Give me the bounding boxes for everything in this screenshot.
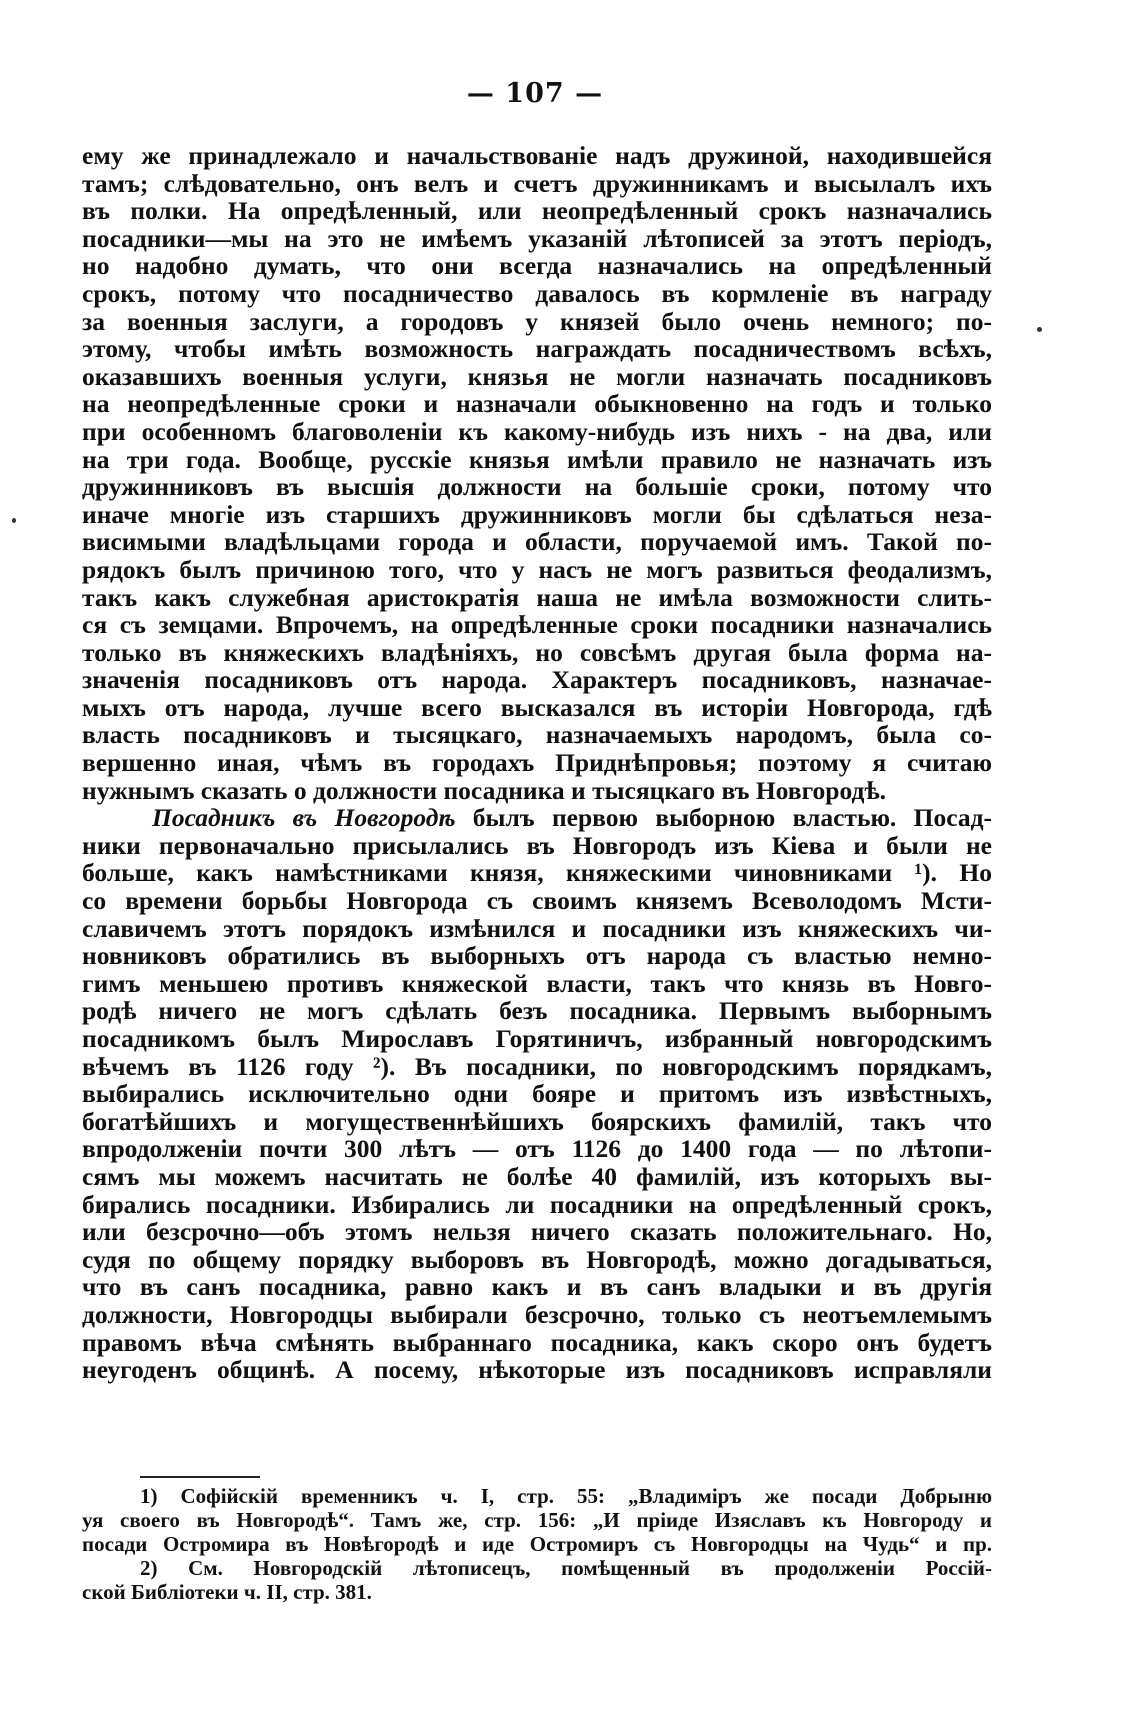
text-line: висимыми владѣльцами города и области, поручаемой имъ. Такой по- [82,527,992,557]
text-line: на неопредѣленные сроки и назначали обыкновенно на годъ и только [82,389,992,419]
text-line: вѣчемъ въ 1126 году ²). Въ посадники, по новгородскимъ порядкамъ, [82,1051,992,1081]
text-line: ему же принадлежало и начальствованіе надъ дружиной, находившейся [82,141,992,170]
footnote-1-text: 1) Софійскій временникъ ч. I, стр. 55: „Владиміръ же посади Добрыню [140,1484,992,1508]
print-speck [1037,327,1042,332]
footnote-2-line [82,1556,992,1580]
footnote-1-line [82,1532,992,1556]
text-line: въ полки. На опредѣленный, или неопредѣленный срокъ назначались [82,196,992,226]
text-line: вершенно иная, чѣмъ въ городахъ Приднѣпровья; поэтому я считаю [82,748,992,778]
text-line: ники первоначально присылались въ Новгородъ изъ Кіева и были не [82,830,992,860]
text-line: только въ княжескихъ владѣніяхъ, но совсѣмъ другая была форма на- [82,637,992,667]
paragraph-2 [82,804,992,1383]
print-speck [12,518,16,523]
footnote-divider [140,1476,260,1478]
footnote-2-text: ской Библіотеки ч. II, стр. 381. [82,1580,372,1604]
text-line: при особенномъ благоволеніи къ какому-нибудь изъ нихъ - на два, или [82,416,992,446]
text-line: впродолженіи почти 300 лѣтъ — отъ 1126 до 1400 года — по лѣтопи- [82,1134,992,1164]
text-line: богатѣйшихъ и могущественнѣйшихъ боярскихъ фамилій, такъ что [82,1106,992,1136]
text-line: что въ санъ посадника, равно какъ и въ санъ владыки и въ другія [82,1272,992,1302]
paragraph-2-lead-rest: былъ первою выборною властью. Посад- [455,803,992,833]
text-line: неугоденъ общинѣ. А посему, нѣкоторые изъ посадниковъ исправляли [82,1355,992,1385]
text-line: судя по общему порядку выборовъ въ Новгородѣ, можно догадываться, [82,1244,992,1274]
text-line [82,804,992,832]
text-line: родѣ ничего не могъ сдѣлать безъ посадника. Первымъ выборнымъ [82,996,992,1026]
text-line: посадники—мы на это не имѣемъ указаній лѣтописей за этотъ періодъ, [82,223,992,253]
paragraph-1 [82,142,992,804]
text-line: новниковъ обратились въ выборныхъ отъ народа съ властью немно- [82,941,992,971]
footnote-2-line [82,1580,992,1604]
text-line: бирались посадники. Избирались ли посадники на опредѣленный срокъ, [82,1189,992,1219]
footnote-1-line [82,1508,992,1532]
text-line: нужнымъ сказать о должности посадника и тысяцкаго въ Новгородѣ. [82,775,887,805]
text-line: дружинниковъ въ высшія должности на большіе сроки, потому что [82,472,992,502]
text-line: ся съ земцами. Впрочемъ, на опредѣленные сроки посадники назначались [82,610,992,640]
footnotes [82,1484,992,1604]
text-line: иначе многіе изъ старшихъ дружинниковъ могли бы сдѣлаться неза- [82,499,992,529]
text-line: выбирались исключительно одни бояре и притомъ изъ извѣстныхъ, [82,1079,992,1109]
text-line: срокъ, потому что посадничество давалось въ кормленіе въ награду [82,278,992,308]
text-line: значенія посадниковъ отъ народа. Характеръ посадниковъ, назначае- [82,665,992,695]
text-line: посадникомъ былъ Мирославъ Горятиничъ, избранный новгородскимъ [82,1024,992,1053]
text-line: больше, какъ намѣстниками князя, княжескими чиновниками ¹). Но [82,858,992,888]
text-line: власть посадниковъ и тысяцкаго, назначаемыхъ народомъ, была со- [82,720,992,750]
footnote-1-line [82,1484,992,1508]
footnote-2-text: 2) См. Новгородскій лѣтописецъ, помѣщенный въ продолженіи Россій- [140,1556,992,1580]
text-line: правомъ вѣча смѣнять выбраннаго посадника, какъ скоро онъ будетъ [82,1327,992,1357]
text-line: со времени борьбы Новгорода съ своимъ княземъ Всеволодомъ Мсти- [82,886,992,916]
paragraph-2-lead: Посадникъ въ Новгородѣ [152,803,456,833]
page-number: — 107 — [466,78,604,109]
text-line: такъ какъ служебная аристократія наша не имѣла возможности слить- [82,582,992,612]
text-line: славичемъ этотъ порядокъ измѣнился и посадники изъ княжескихъ чи- [82,913,992,943]
text-line: оказавшихъ военныя услуги, князья не могли назначать посадниковъ [82,361,992,391]
text-line: но надобно думать, что они всегда назначались на опредѣленный [82,251,992,281]
main-text [82,142,992,1384]
text-line: мыхъ отъ народа, лучше всего высказался въ исторіи Новгорода, гдѣ [82,692,992,722]
text-line: рядокъ былъ причиною того, что у насъ не могъ развиться феодализмъ, [82,554,992,584]
text-line: или безсрочно—объ этомъ нельзя ничего сказать положительнаго. Но, [82,1217,992,1247]
text-line: тамъ; слѣдовательно, онъ велъ и счетъ дружинникамъ и высылалъ ихъ [82,168,992,198]
text-line: сямъ мы можемъ насчитать не болѣе 40 фамилій, изъ которыхъ вы- [82,1161,992,1191]
text-line: за военныя заслуги, а городовъ у князей было очень немного; по- [82,306,992,336]
text-line: на три года. Вообще, русскіе князья имѣли правило не назначать изъ [82,444,992,474]
text-line: должности, Новгородцы выбирали безсрочно, только съ неотъемлемымъ [82,1299,992,1329]
footnote-1-text: посади Остромира въ Новѣгородѣ и иде Остромиръ съ Новгородцы на Чудь“ и пр. [82,1532,992,1556]
text-line: гимъ меньшею противъ княжеской власти, такъ что князь въ Новго- [82,968,992,998]
footnote-1-text: уя своего въ Новгородѣ“. Тамъ же, стр. 156: „И пріиде Изяславъ къ Новгороду и [82,1508,992,1532]
text-line: этому, чтобы имѣть возможность награждать посадничествомъ всѣхъ, [82,334,992,364]
